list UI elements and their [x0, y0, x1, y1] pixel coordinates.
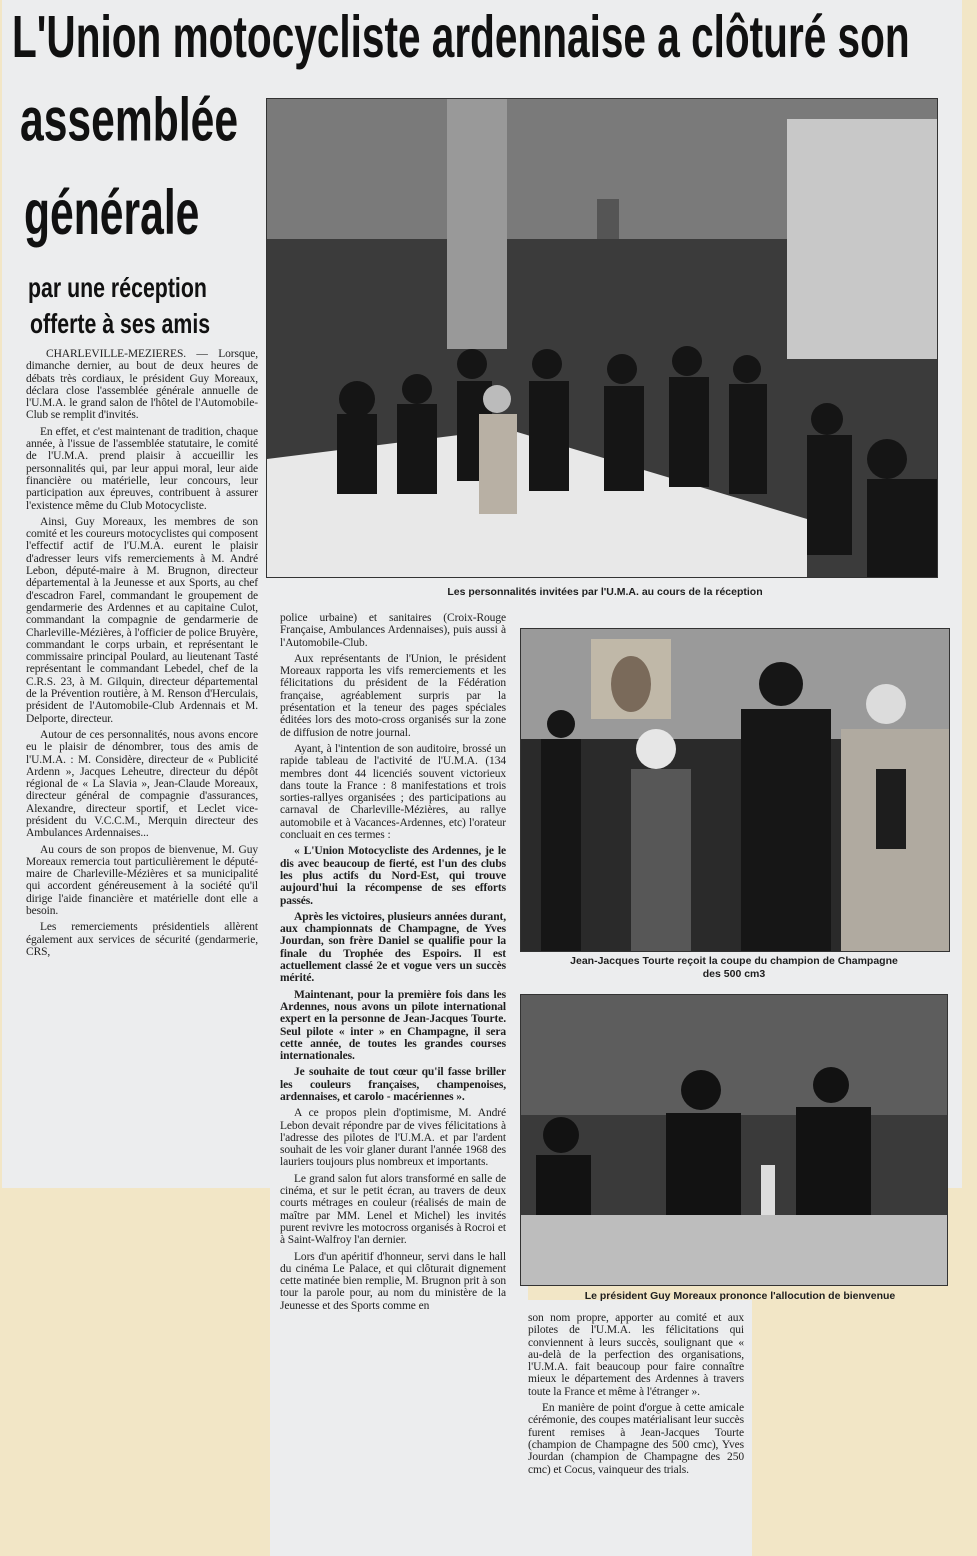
- col3-paragraph: En manière de point d'orgue à cette amicale cérémonie, des coupes matérialisant leur succès furent remises à Jean-Jacques Tourte (champion de Champagne des 500 cmc), Yves Jourdan (champion de Champagne des 250 cmc) et Cocus, vainqueur des trials.: [528, 1402, 744, 1476]
- caption-trophy-line2: des 500 cm3: [702, 968, 766, 980]
- col2-quote: Je souhaite de tout cœur qu'il fasse briller les couleurs françaises, champenoises, ardennaises, et carolo - macériennes ».: [280, 1066, 506, 1103]
- col2-paragraph: police urbaine) et sanitaires (Croix-Rouge Française, Ambulances Ardennaises), puis aussi à l'Automobile-Club.: [280, 612, 506, 649]
- caption-reception: Les personnalités invitées par l'U.M.A. au cours de la réception: [447, 586, 763, 598]
- headline-line1: L'Union motocycliste ardennaise a clôturé son: [12, 4, 910, 71]
- article-column-3: [528, 1312, 744, 1480]
- col1-paragraph: CHARLEVILLE-MEZIERES. — Lorsque, dimanche dernier, au bout de deux heures de débats très cordiaux, le président Guy Moreaux, déclara close l'assemblée générale annuelle de l'U.M.A. le grand salon de l'hôtel de l'Automobile-Club se remplit d'invités.: [26, 348, 258, 422]
- col2-paragraph: Aux représentants de l'Union, le président Moreaux rapporta les vifs remerciements et les félicitations du président de la Fédération française, agréablement surpris par la présentation et la teneur des pages spéciales éditées lors des moto-cross organisés sur la zone de diffusion de notre journal.: [280, 652, 506, 739]
- col2-paragraph: Lors d'un apéritif d'honneur, servi dans le hall du cinéma Le Palace, et qui clôturait dignement cette matinée bien remplie, M. Brugnon prit à son tour la parole pour, au nom du ministère de la Jeunesse et des Sports comme en: [280, 1250, 506, 1312]
- article-column-1: [26, 348, 258, 962]
- col1-paragraph: En effet, et c'est maintenant de tradition, chaque année, à l'issue de l'assemblée statutaire, le comité de l'U.M.A. prend plaisir à accueillir les personnalités qui, par leur appui moral, leur aide financière ou matérielle, leur concours, leur participation aux épreuves, contribuent à assurer l'existence même du Club Motocycliste.: [26, 425, 258, 512]
- col2-paragraph: Le grand salon fut alors transformé en salle de cinéma, et sur le petit écran, au travers de deux courts métrages en couleur (réalisés de main de maître par MM. Lenel et Michel) les invités purent revivre les motocross organisés à Rocroi et à Saint-Walfroy l'an dernier.: [280, 1172, 506, 1247]
- photo-trophy: [520, 628, 950, 952]
- col2-paragraph: Ayant, à l'intention de son auditoire, brossé un rapide tableau de l'activité de l'U.M.A. (134 membres dont 44 licenciés souvent victorieux dans toute la France : 8 manifestations et trois sorties-rallyes organisées ; des participations au carnaval de Charleville-Mézières, au rallye automobile et à Vacances-Ardennes, etc) l'orateur concluait en ces termes :: [280, 742, 506, 842]
- headline-sub1: par une réception: [28, 272, 207, 304]
- photo-president: [520, 994, 948, 1286]
- headline-line3: générale: [24, 178, 200, 249]
- headline-line2: assemblée: [20, 86, 239, 155]
- col2-quote: Maintenant, pour la première fois dans les Ardennes, nous avons un pilote international expert en la personne de Jean-Jacques Tourte. Seul pilote « inter » en Champagne, il sera cette année, de toutes les grandes courses internationales.: [280, 988, 506, 1063]
- col1-paragraph: Au cours de son propos de bienvenue, M. Guy Moreaux remercia tout particulièrement le député-maire de Charleville-Mézières et sa municipalité qui accordent généreusement à la société qu'il dirige l'aide financière et matérielle dont elle a besoin.: [26, 843, 258, 918]
- caption-president: Le président Guy Moreaux prononce l'allocution de bienvenue: [584, 1290, 896, 1302]
- col3-paragraph: son nom propre, apporter au comité et aux pilotes de l'U.M.A. les félicitations qui conviennent à leurs succès, soulignant que « au-delà de la perfection des organisations, l'U.M.A. fait beaucoup pour faire connaître mieux le département des Ardennes à travers toute la France et même à l'étranger ».: [528, 1312, 744, 1398]
- col1-paragraph: Les remerciements présidentiels allèrent également aux services de sécurité (gendarmerie, CRS,: [26, 921, 258, 958]
- col2-quote: « L'Union Motocycliste des Ardennes, je le dis avec beaucoup de fierté, est l'un des clubs les plus actifs du Nord-Est, qui trouve aujourd'hui la récompense de ses efforts passés.: [280, 845, 506, 907]
- photo-reception: [266, 98, 938, 578]
- caption-trophy-line1: Jean-Jacques Tourte reçoit la coupe du champion de Champagne: [570, 955, 898, 967]
- headline-sub2: offerte à ses amis: [30, 308, 211, 340]
- article-column-2: [280, 612, 506, 1316]
- col1-paragraph: Ainsi, Guy Moreaux, les membres de son comité et les coureurs motocyclistes qui composent l'effectif actif de l'U.M.A. eurent le plaisir d'adresser leurs vifs remerciements à M. André Lebon, député-maire à M. Brugnon, directeur départemental à la Jeunesse et aux Sports, au chef d'escadron Farel, commandant le groupement de gendarmerie des Ardennes et au capitaine Culot, commandant la compagnie de gendarmerie de Charleville-Mézières, à l'officier de police Bruyère, commandant le corps urbain, et représentant le commissaire principal Poulard, au lieutenant Tasté représentant le commandant Lebedel, chef de la C.R.S. 23, à M. Gilquin, directeur départemental de la Prévention routière, à M. Renson d'Herculais, président de l'Automobile-Club Ardennais et M. Delporte, directeur.: [26, 515, 258, 725]
- col2-quote: Après les victoires, plusieurs années durant, aux championnats de Champagne, de Yves Jourdan, son frère Daniel se qualifie pour la finale du Trophée des Espoirs. Il est actuellement classé 2e et vogue vers un succès mérité.: [280, 910, 506, 985]
- col2-paragraph: A ce propos plein d'optimisme, M. André Lebon devait répondre par de vives félicitations à l'adresse des pilotes de l'U.M.A. et par l'ardent souhait de les voir glaner durant l'année 1968 des lauriers toujours plus nombreux et importants.: [280, 1107, 506, 1169]
- col1-paragraph: Autour de ces personnalités, nous avons encore eu le plaisir de dénombrer, tous des amis de l'U.M.A. : M. Considère, directeur de « Publicité Ardenn », Jacques Leheutre, directeur du dépôt régional de « La Slavia », Jean-Claude Moreaux, directeur général de compagnie d'assurances, Alexandre, directeur sportif, et Leclet vice-président du V.C.C.M., Merquin directeur des Ambulances Ardennaises...: [26, 728, 258, 840]
